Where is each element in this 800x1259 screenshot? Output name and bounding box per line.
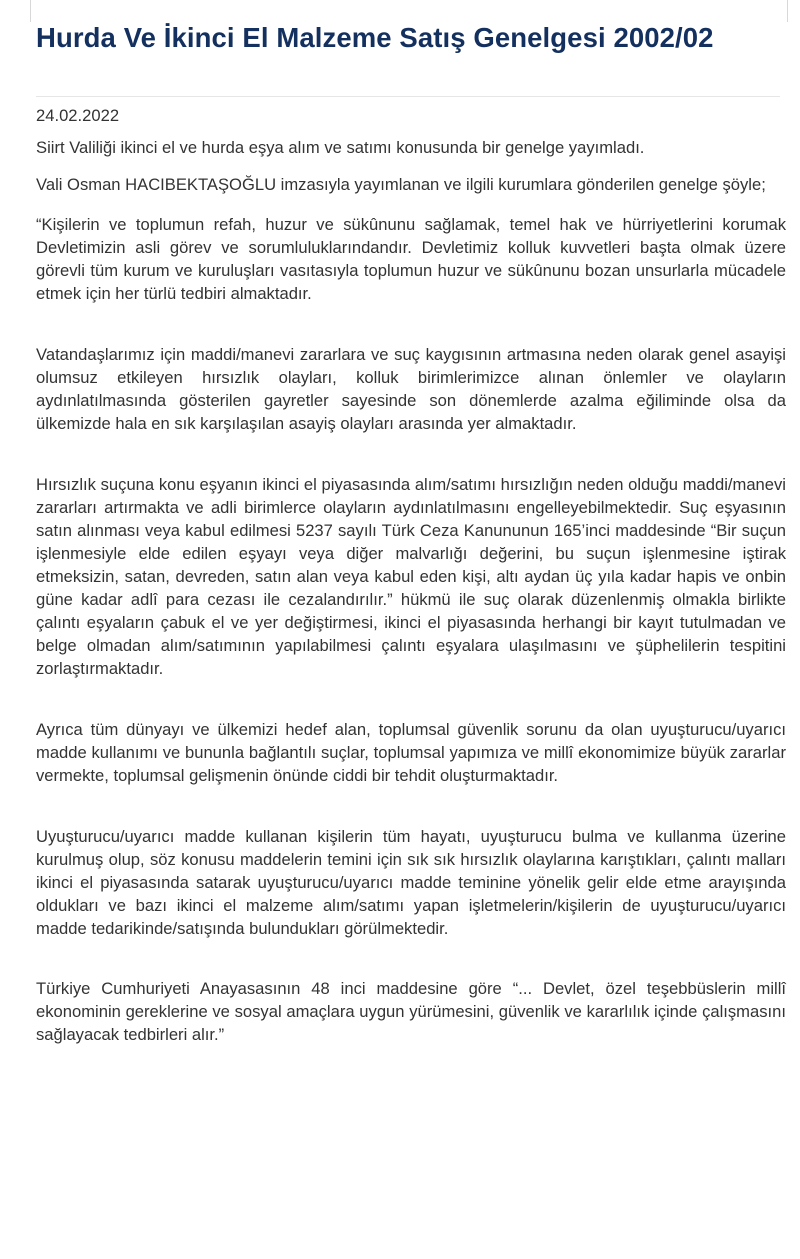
paragraph-theft-incidents: Vatandaşlarımız için maddi/manevi zararlara ve suç kaygısının artmasına neden olarak genel asayişi olumsuz etkileyen hırsızlık olayları, kolluk birimlerimizce alınan önlemler ve olayların aydınlatılmasında gösterilen gayretler sayesinde son dönemlerde azalma eğiliminde olsa da ülkemizde hala en sık karşılaşılan asayiş olayları arasında yer almaktadır. xyxy=(36,345,786,433)
paragraph-quote-duty: “Kişilerin ve toplumun refah, huzur ve sükûnunu sağlamak, temel hak ve hürriyetlerini korumak Devletimizin asli görev ve sorumluluklarındandır. Devletimiz kolluk kuvvetleri başta olmak üzere görevli tüm kurum ve kuruluşları vasıtasıyla toplumun huzur ve sükûnunu bozan unsurlarla mücadele etmek için her türlü tedbiri almaktadır. xyxy=(36,215,786,303)
paragraph-drug-threat: Ayrıca tüm dünyayı ve ülkemizi hedef alan, toplumsal güvenlik sorunu da olan uyuşturucu/uyarıcı madde kullanımı ve bununla bağlantılı suçlar, toplumsal yapımıza ve millî ekonomimize büyük zararlar vermekte, toplumsal gelişmenin önünde ciddi bir tehdit oluşturmaktadır. xyxy=(36,720,786,785)
article-body xyxy=(36,100,786,1046)
paragraph-intro: Siirt Valiliği ikinci el ve hurda eşya alım ve satımı konusunda bir genelge yayımladı. xyxy=(36,138,645,157)
paragraph-drug-users: Uyuşturucu/uyarıcı madde kullanan kişilerin tüm hayatı, uyuşturucu bulma ve kullanma üzerine kurulmuş olup, söz konusu maddelerin temini için sık sık hırsızlık olaylarına karıştıkları, çalıntı malları ikinci el piyasasında satarak uyuşturucu/uyarıcı madde teminine yönelik gelir elde etme arayışında oldukları ve bazı ikinci el malzeme alım/satımı yapan işletmelerin/kişilerin de uyuşturucu/uyarıcı madde tedarikinde/satışında bulundukları görülmektedir. xyxy=(36,827,786,938)
article-title: Hurda Ve İkinci El Malzeme Satış Genelgesi 2002/02 xyxy=(36,22,714,53)
paragraph-governor: Vali Osman HACIBEKTAŞOĞLU imzasıyla yayımlanan ve ilgili kurumlara gönderilen genelge şöyle; xyxy=(36,175,766,194)
title-divider xyxy=(36,96,780,97)
paragraph-constitution: Türkiye Cumhuriyeti Anayasasının 48 inci maddesine göre “... Devlet, özel teşebbüslerin millî ekonominin gereklerine ve sosyal amaçlara uygun yürümesini, güvenlik ve kararlılık içinde çalışmasını sağlayacak tedbirleri alır.” xyxy=(36,979,786,1044)
paragraph-second-hand-market: Hırsızlık suçuna konu eşyanın ikinci el piyasasında alım/satımı hırsızlığın neden olduğu maddi/manevi zararları artırmakta ve adli birimlerce olayların aydınlatılmasını engelleyebilmektedir. Suç eşyasının satın alınması veya kabul edilmesi 5237 sayılı Türk Ceza Kanununun 165’inci maddesinde “Bir suçun işlenmesiyle elde edilen eşyayı veya diğer malvarlığı değerini, bu suçun işlenmesine iştirak etmeksizin, satan, devreden, satın alan veya kabul eden kişi, altı aydan üç yıla kadar hapis ve onbin güne kadar adlî para cezası ile cezalandırılır.” hükmü ile suç olarak düzenlenmiş olmakla birlikte çalıntı eşyaların çabuk el ve yer değiştirmesi, ikinci el piyasasında herhangi bir kayıt tutulmadan ve belge olmadan alım/satımının yapılabilmesi çalıntı eşyalara ulaşılmasını ve şüphelilerin tespitini zorlaştırmaktadır. xyxy=(36,475,786,678)
article-date: 24.02.2022 xyxy=(36,106,120,125)
page-frame xyxy=(30,0,788,22)
